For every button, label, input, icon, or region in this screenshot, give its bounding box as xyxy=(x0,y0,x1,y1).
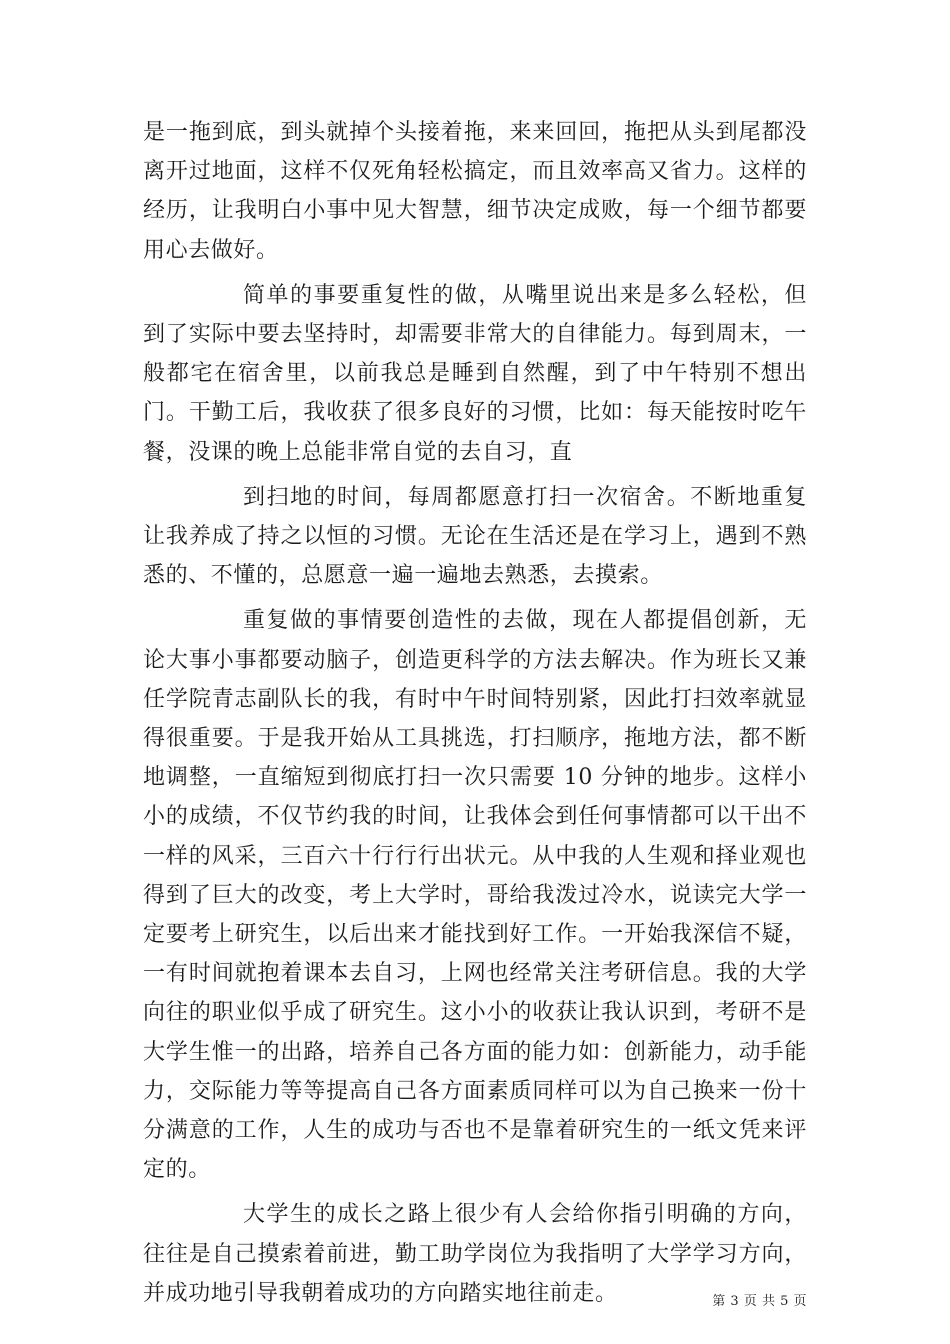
paragraph-creativity: 重复做的事情要创造性的去做，现在人都提倡创新，无论大事小事都要动脑子，创造更科学的方法去解决。作为班长又兼任学院青志副队长的我，有时中午时间特别紧，因此打扫效率就显得很重要。于是我开始从工具挑选，打扫顺序，拖地方法，都不断地调整，一直缩短到彻底打扫一次只需要 10 分钟的地步。这样小小的成绩，不仅节约我的时间，让我体会到任何事情都可以干出不一样的风采，三百六十行行行出状元。从中我的人生观和择业观也得到了巨大的改变，考上大学时，哥给我泼过冷水，说读完大学一定要考上研究生，以后出来才能找到好工作。一开始我深信不疑，一有时间就抱着课本去自习，上网也经常关注考研信息。我的大学向往的职业似乎成了研究生。这小小的收获让我认识到，考研不是大学生惟一的出路，培养自己各方面的能力如：创新能力，动手能力，交际能力等等提高自己各方面素质同样可以为自己换来一份十分满意的工作，人生的成功与否也不是靠着研究生的一纸文凭来评定的。 xyxy=(143,608,807,1183)
paragraph-repetition: 简单的事要重复性的做，从嘴里说出来是多么轻松，但到了实际中要去坚持时，却需要非常大的自律能力。每到周末，一般都宅在宿舍里，以前我总是睡到自然醒，到了中午特别不想出门。干勤工后，我收获了很多良好的习惯，比如：每天能按时吃午餐，没课的晚上总能非常自觉的去自习，直 xyxy=(143,282,807,465)
paragraph-continuation: 是一拖到底，到头就掉个头接着拖，来来回回，拖把从头到尾都没离开过地面，这样不仅死角轻松搞定，而且效率高又省力。这样的经历，让我明白小事中见大智慧，细节决定成败，每一个细节都要用心去做好。 xyxy=(143,120,807,263)
paragraph-habits: 到扫地的时间，每周都愿意打扫一次宿舍。不断地重复让我养成了持之以恒的习惯。无论在生活还是在学习上，遇到不熟悉的、不懂的，总愿意一遍一遍地去熟悉，去摸索。 xyxy=(143,484,807,589)
page-number-footer: 第 3 页 共 5 页 xyxy=(712,1294,807,1309)
paragraph-conclusion: 大学生的成长之路上很少有人会给你指引明确的方向，往往是自己摸索着前进，勤工助学岗位为我指明了大学学习方向，并成功地引导我朝着成功的方向踏实地往前走。 xyxy=(143,1202,807,1306)
document-body xyxy=(143,113,807,1319)
